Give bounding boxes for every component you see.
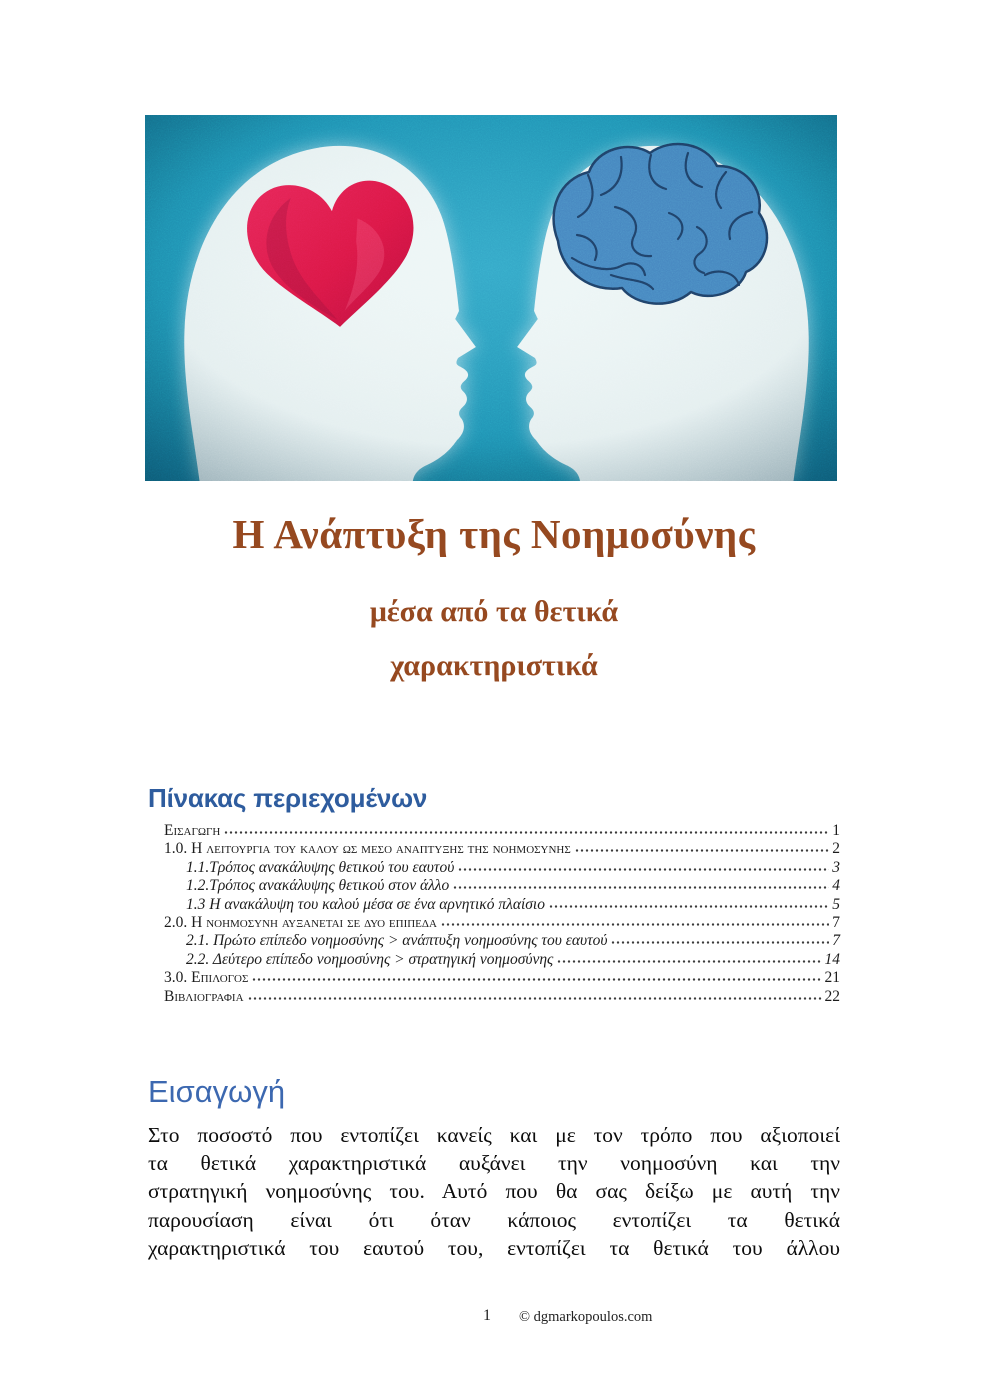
document-subtitle-line1: μέσα από τα θετικά xyxy=(369,595,619,628)
toc-item-label: Βιβλιογραφια xyxy=(164,987,244,1005)
toc-item-label: 2.1. Πρώτο επίπεδο νοημοσύνης > ανάπτυξη νοημοσύνης του εαυτού xyxy=(186,932,608,950)
paragraph-line: Στο ποσοστό που εντοπίζει κανείς και με τον τρόπο που αξιοποιεί xyxy=(148,1123,840,1147)
toc-item-label: 3.0. Επιλογος xyxy=(164,969,249,987)
toc-item[interactable] xyxy=(148,896,840,914)
toc-item-label: 1.0. Η λειτουργια του καλου ως μεσο αναπτυξης της νοημοσυνης xyxy=(164,840,571,858)
toc-leader-dots xyxy=(453,885,829,890)
heart-brain-illustration xyxy=(145,115,837,481)
toc-list xyxy=(148,822,840,1006)
toc-item[interactable] xyxy=(148,840,840,858)
toc-page-number: 7 xyxy=(832,913,840,931)
toc-leader-dots xyxy=(611,940,829,945)
toc-leader-dots xyxy=(557,959,821,964)
hero-image xyxy=(145,115,837,481)
toc-page-number: 4 xyxy=(832,877,840,895)
toc-leader-dots xyxy=(441,922,829,927)
toc-page-number: 2 xyxy=(832,840,840,858)
toc-item[interactable] xyxy=(148,969,840,987)
toc-page-number: 14 xyxy=(824,950,840,968)
toc-leader-dots xyxy=(248,996,822,1001)
toc-item-label: 2.2. Δεύτερο επίπεδο νοημοσύνης > στρατηγική νοημοσύνης xyxy=(186,950,554,968)
document-title: Η Ανάπτυξη της Νοημοσύνης xyxy=(232,511,756,557)
paragraph-line: παρουσίαση είναι ότι όταν κάποιος εντοπίζει τα θετικά xyxy=(148,1207,840,1232)
toc-item[interactable] xyxy=(148,877,840,895)
paragraph-line: χαρακτηριστικά του εαυτού του, εντοπίζει τα θετικά του άλλου xyxy=(148,1235,840,1260)
texture-overlay xyxy=(145,115,837,481)
toc-item-label: 1.1.Τρόπος ανακάλυψης θετικού του εαυτού xyxy=(186,858,455,876)
toc-item[interactable] xyxy=(148,859,840,877)
toc-page-number: 21 xyxy=(824,969,840,987)
toc-page-number: 5 xyxy=(832,895,840,913)
toc-item[interactable] xyxy=(148,951,840,969)
toc-leader-dots xyxy=(252,977,821,982)
toc-item-label: Εισαγωγη xyxy=(164,822,221,839)
toc-leader-dots xyxy=(458,867,829,872)
footer-page-number: 1 xyxy=(483,1307,491,1324)
toc-item[interactable] xyxy=(148,822,840,840)
toc-leader-dots xyxy=(224,830,829,835)
toc-page-number: 3 xyxy=(832,858,840,876)
toc-page-number: 1 xyxy=(832,822,840,839)
toc-item[interactable] xyxy=(148,988,840,1006)
paragraph-line: στρατηγική νοημοσύνης του. Αυτό που θα σας δείξω με αυτή την xyxy=(148,1179,840,1204)
toc-item-label: 1.2.Τρόπος ανακάλυψης θετικού στον άλλο xyxy=(186,877,450,895)
toc-page-number: 7 xyxy=(832,932,840,950)
document-subtitle-line2: χαρακτηριστικά xyxy=(390,649,598,682)
toc-leader-dots xyxy=(575,848,829,853)
toc-heading: Πίνακας περιεχομένων xyxy=(148,783,428,813)
toc-page-number: 22 xyxy=(824,987,840,1005)
toc-item-label: 2.0. Η νοημοσυνη αυξανεται σε δυο επιπεδα xyxy=(164,913,437,931)
section-heading-introduction: Εισαγωγή xyxy=(148,1074,286,1109)
intro-paragraph xyxy=(148,1121,840,1262)
toc-item[interactable] xyxy=(148,914,840,932)
toc-item[interactable] xyxy=(148,932,840,950)
toc-leader-dots xyxy=(549,904,829,909)
paragraph-line: τα θετικά χαρακτηριστικά αυξάνει την νοημοσύνη και την xyxy=(148,1151,840,1176)
footer-copyright: © dgmarkopoulos.com xyxy=(519,1309,653,1325)
toc-item-label: 1.3 Η ανακάλυψη του καλού μέσα σε ένα αρνητικό πλαίσιο xyxy=(186,895,545,913)
